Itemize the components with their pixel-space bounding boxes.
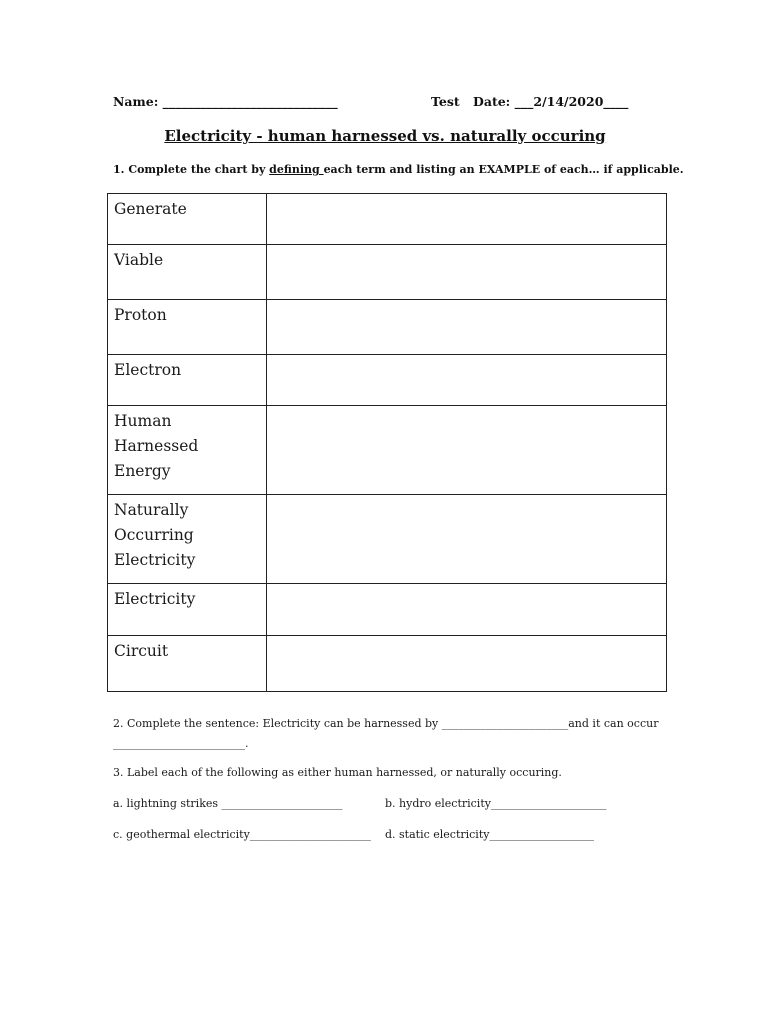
- term-cell: [108, 495, 267, 584]
- chart-row-circuit: [108, 636, 667, 692]
- question-3-item-a: a. lightning strikes ______________________: [113, 797, 343, 810]
- chart-row-proton: [108, 300, 667, 355]
- question-3-item-d: d. static electricity___________________: [385, 828, 594, 841]
- name-label: Name: ____________________________: [113, 94, 338, 109]
- term-cell: [108, 584, 267, 636]
- definition-cell[interactable]: [267, 355, 667, 406]
- question-2-line-2: ________________________.: [113, 737, 249, 750]
- page-title-text: Electricity - human harnessed vs. naturally occuring: [164, 127, 606, 145]
- term-cell: [108, 636, 267, 692]
- term-label-line: Harnessed: [114, 437, 199, 455]
- term-label-line: Human: [114, 412, 172, 430]
- question-1-underlined: defining: [269, 163, 324, 176]
- definition-cell[interactable]: [267, 300, 667, 355]
- question-3-item-c: c. geothermal electricity______________________: [113, 828, 371, 841]
- definition-cell[interactable]: [267, 584, 667, 636]
- term-cell: [108, 194, 267, 245]
- term-label-line: Electron: [114, 361, 182, 379]
- term-label-line: Electricity: [114, 590, 196, 608]
- term-label-line: Naturally: [114, 501, 189, 519]
- chart-row-electron: [108, 355, 667, 406]
- term-label-line: Generate: [114, 200, 187, 218]
- chart-row-generate: [108, 194, 667, 245]
- question-3: 3. Label each of the following as either human harnessed, or naturally occuring.: [113, 766, 562, 779]
- term-label-line: Electricity: [114, 551, 196, 569]
- question-2-line-1: 2. Complete the sentence: Electricity can be harnessed by _______________________and it can occur: [113, 717, 659, 730]
- date-label: Date: ___2/14/2020____: [473, 94, 629, 109]
- chart-row-naturally-occurring-electricity: [108, 495, 667, 584]
- chart-row-electricity: [108, 584, 667, 636]
- term-label-line: Occurring: [114, 526, 194, 544]
- definition-chart: [107, 193, 667, 692]
- definition-cell[interactable]: [267, 495, 667, 584]
- definition-cell[interactable]: [267, 194, 667, 245]
- page-title: [0, 127, 770, 145]
- question-1-prefix: 1. Complete the chart by: [113, 163, 270, 176]
- term-label-line: Proton: [114, 306, 167, 324]
- term-label-line: Energy: [114, 462, 171, 480]
- definition-cell[interactable]: [267, 406, 667, 495]
- term-cell: [108, 245, 267, 300]
- term-label-line: Viable: [114, 251, 164, 269]
- term-cell: [108, 406, 267, 495]
- definition-cell[interactable]: [267, 636, 667, 692]
- chart-row-viable: [108, 245, 667, 300]
- question-3-item-b: b. hydro electricity_____________________: [385, 797, 607, 810]
- chart-row-human-harnessed-energy: [108, 406, 667, 495]
- term-cell: [108, 300, 267, 355]
- definition-cell[interactable]: [267, 245, 667, 300]
- question-1-suffix: each term and listing an EXAMPLE of each… if applicable.: [323, 163, 684, 176]
- question-1: [113, 163, 684, 176]
- term-cell: [108, 355, 267, 406]
- test-label: Test: [431, 94, 460, 109]
- term-label-line: Circuit: [114, 642, 169, 660]
